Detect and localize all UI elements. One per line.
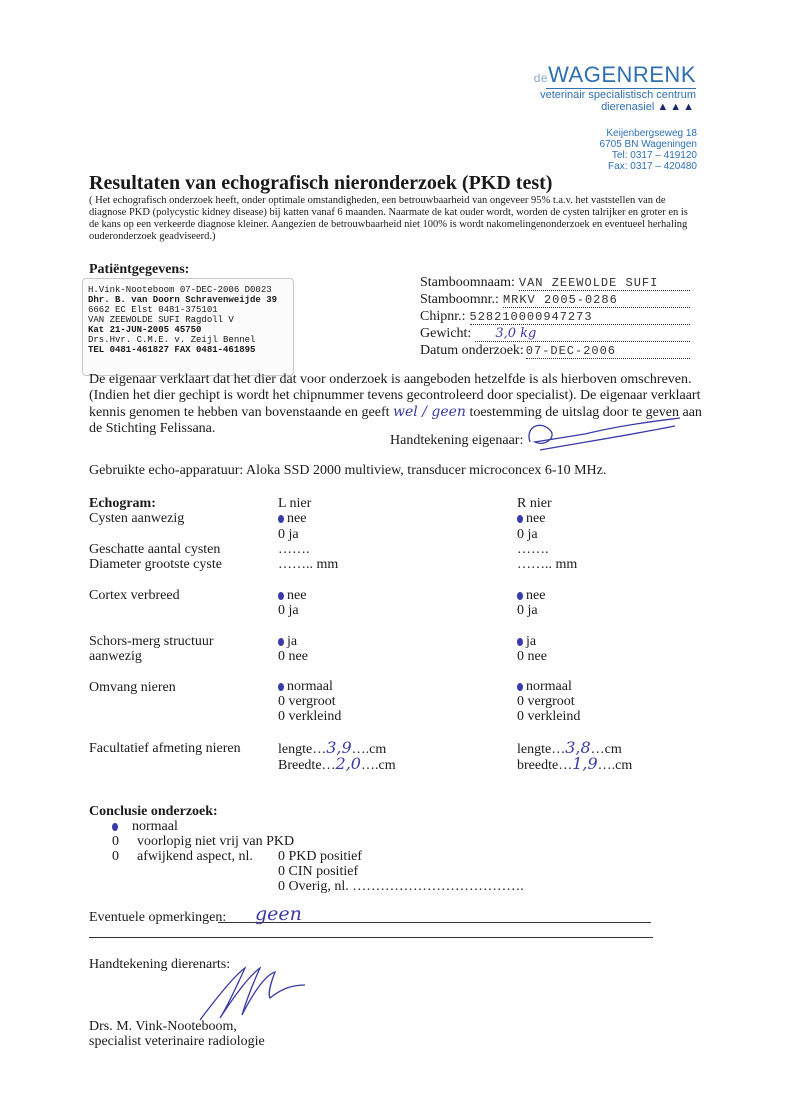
empty-mark: 0 [112,834,119,849]
option-label: normaal [526,679,572,694]
checked-mark-icon [517,592,523,600]
declaration-text-end: toestemming de uitslag door te geven aan de Stichting Felissana. [89,405,702,436]
left-width: Breedte…2,0….cm [278,754,396,773]
address-street: Keijenbergseweg 18 [606,128,697,139]
row-aantal-label: Geschatte aantal cysten [89,542,221,557]
conclusion-overig: 0 Overig, nl. ………………………………. [278,879,524,894]
document-title: Resultaten van echografisch nieronderzoek (PKD test) [89,172,553,194]
equipment-text: Gebruikte echo-apparatuur: Aloka SSD 2000 multiview, transducer microconcex 6-10 MHz. [89,463,607,478]
option-label: nee [288,649,308,664]
empty-mark: 0 [278,527,285,542]
option-label: afwijkend aspect, nl. [137,849,253,864]
checked-mark-icon [517,515,523,523]
sticker-line: H.Vink-Nooteboom 07-DEC-2006 D0023 [88,285,272,295]
left-length: lengte…3,9….cm [278,738,387,757]
logo-prefix: de [533,71,549,85]
option-label: nee [527,649,547,664]
empty-mark: 0 [278,603,285,618]
left-cysten-nee [278,511,306,526]
conclusion-afwijkend [112,849,253,864]
option-label: ja [288,527,299,542]
sticker-line: TEL 0481-461827 FAX 0481-461895 [88,345,256,355]
logo-line2 [526,101,696,113]
option-label: vergroot [527,694,575,709]
clinic-logo [526,62,696,113]
sticker-line: Drs.Hvr. C.M.E. v. Zeijl Bennel [88,335,256,345]
address-tel: Tel: 0317 – 419120 [611,150,697,161]
field-label: Datum onderzoek: [420,343,524,358]
declaration-choice: wel / geen [393,404,466,420]
right-omvang-verkleind [517,709,580,724]
right-aantal: ……. [517,542,549,557]
checked-mark-icon [278,515,284,523]
option-label: vergroot [288,694,336,709]
left-diameter: …….. mm [278,557,339,572]
empty-mark: 0 [517,527,524,542]
remarks-label: Eventuele opmerkingen: [89,910,227,925]
right-cysten-nee [517,511,545,526]
owner-sign-label: Handtekening eigenaar: [390,433,524,448]
field-value: MRKV 2005-0286 [503,293,690,308]
option-label: voorlopig niet vrij van PKD [137,834,295,849]
col-left-header: L nier [278,496,312,511]
echogram-heading: Echogram: [89,496,156,511]
address-city: 6705 BN Wageningen [599,139,697,150]
option-label: nee [526,588,546,603]
width-value: 1,9 [572,754,598,773]
field-label: Chipnr.: [420,309,466,324]
field-value: 528210000947273 [470,310,690,325]
pedigree-fields [420,274,690,359]
logo-wordmark: WAGENRENK [548,62,696,87]
field-row [420,308,690,325]
field-row [420,274,690,291]
remarks-value: geen [255,903,302,925]
declaration-text: De eigenaar verklaart dat het dier dat voor onderzoek is aangeboden hetzelfde is als hierboven omschreven. (Indien het dier gechipt is wordt het chipnummer tevens gecontroleerd door specialist). De eigenaar verklaart kennis genomen te hebben van bovenstaande en geeft [89,372,701,420]
empty-mark: 0 [517,694,524,709]
field-value: 3,0 kg [475,326,690,342]
length-label: lengte [517,742,552,757]
option-label: ja [526,634,537,649]
right-cortex-ja [517,603,538,618]
row-omvang-label: Omvang nieren [89,680,176,695]
left-omvang-vergroot [278,694,336,709]
empty-mark: 0 [278,649,285,664]
clinic-address [560,128,697,172]
option-label: normaal [287,679,333,694]
left-cortex-nee [278,588,306,603]
option-label: ja [287,634,298,649]
sticker-line: Dhr. B. van Doorn Schravenweijde 39 [88,295,278,305]
unit: cm [369,742,387,757]
row-schors-label2: aanwezig [89,649,142,664]
right-cortex-nee [517,588,545,603]
vet-sign-label: Handtekening dierenarts: [89,957,231,972]
logo-dierenasiel: dierenasiel [601,101,655,113]
vet-title: specialist veterinaire radiologie [89,1034,265,1049]
checked-mark-icon [517,683,523,691]
empty-mark: 0 [278,709,285,724]
field-row [420,325,690,342]
empty-mark: 0 [112,849,119,864]
conclusion-cin: 0 CIN positief [278,864,359,879]
empty-mark: 0 [278,694,285,709]
checked-mark-icon [278,592,284,600]
remarks-line-2 [89,937,653,938]
row-cortex-label: Cortex verbreed [89,588,180,603]
right-length: lengte…3,8…cm [517,738,622,757]
option-label: normaal [132,819,178,834]
sticker-line: VAN ZEEWOLDE SUFI Ragdoll V [88,315,234,325]
empty-mark: 0 [517,603,524,618]
option-label: verkleind [527,709,581,724]
length-value: 3,9 [326,738,352,757]
right-omvang-vergroot [517,694,575,709]
checked-mark-icon [112,823,118,831]
row-schors-label: Schors-merg structuur [89,634,214,649]
width-value: 2,0 [335,754,361,773]
left-omvang-normaal [278,679,333,694]
width-label: Breedte [278,758,322,773]
left-cortex-ja [278,603,299,618]
checked-mark-icon [517,638,523,646]
left-aantal: ……. [278,542,310,557]
option-label: ja [527,603,538,618]
left-cysten-ja [278,527,299,542]
conclusion-pkd: 0 PKD positief [278,849,362,864]
empty-mark: 0 [517,649,524,664]
sticker-line: 6662 EC Elst 0481-375101 [88,305,218,315]
right-cysten-ja [517,527,538,542]
field-value: 07-DEC-2006 [526,344,690,359]
unit: cm [615,758,633,773]
option-label: nee [526,511,546,526]
length-value: 3,8 [565,738,591,757]
conclusion-voorlopig [112,834,294,849]
sticker-lines [88,285,277,355]
logo-triangles-icon: ▲▲▲ [657,101,696,113]
row-afmeting-label: Facultatief afmeting nieren [89,741,241,756]
field-label: Stamboomnaam: [420,275,515,290]
option-label: nee [287,588,307,603]
right-diameter: …….. mm [517,557,578,572]
logo-tagline: veterinair specialistisch centrum [540,89,696,101]
left-schors-nee [278,649,308,664]
left-schors-ja [278,634,297,649]
field-label: Gewicht: [420,326,472,341]
logo-name [526,62,696,88]
right-schors-nee [517,649,547,664]
option-label: nee [287,511,307,526]
right-width: breedte…1,9….cm [517,754,633,773]
row-cysten-label: Cysten aanwezig [89,511,185,526]
vet-name: Drs. M. Vink-Nooteboom, [89,1019,237,1034]
field-row [420,342,690,359]
option-label: ja [527,527,538,542]
field-row [420,291,690,308]
right-omvang-normaal [517,679,572,694]
sticker-line: Kat 21-JUN-2005 45750 [88,325,202,335]
address-fax: Fax: 0317 – 420480 [608,161,697,172]
field-label: Stamboomnr.: [420,292,499,307]
checked-mark-icon [278,683,284,691]
option-label: ja [288,603,299,618]
length-label: lengte [278,742,313,757]
width-label: breedte [517,758,559,773]
right-schors-ja [517,634,536,649]
intro-text: ( Het echografisch onderzoek heeft, onder optimale omstandigheden, een betrouwbaarheid van ongeveer 95% t.a.v. het vaststellen van de diagnose PKD (polycystic kidney disease) bij katten vanaf 6 maanden. Naarmate de kat ouder wordt, worden de cysten talrijker en groter en is de kans op een verkeerde diagnose kleiner. Aangezien de betrouwbaarheid niet 100% is wordt nakomelingenonderzoek en eventueel herhaling ouderonderzoek geadviseerd.) [89,195,688,242]
owner-signature [515,412,685,457]
empty-mark: 0 [517,709,524,724]
conclusion-normaal [112,819,178,834]
option-label: verkleind [288,709,342,724]
checked-mark-icon [278,638,284,646]
col-right-header: R nier [517,496,552,511]
unit: cm [604,742,622,757]
left-omvang-verkleind [278,709,341,724]
field-value: VAN ZEEWOLDE SUFI [519,276,690,291]
conclusion-heading: Conclusie onderzoek: [89,804,218,819]
row-diameter-label: Diameter grootste cyste [89,557,222,572]
patient-heading: Patiëntgegevens: [89,262,190,277]
unit: cm [378,758,396,773]
